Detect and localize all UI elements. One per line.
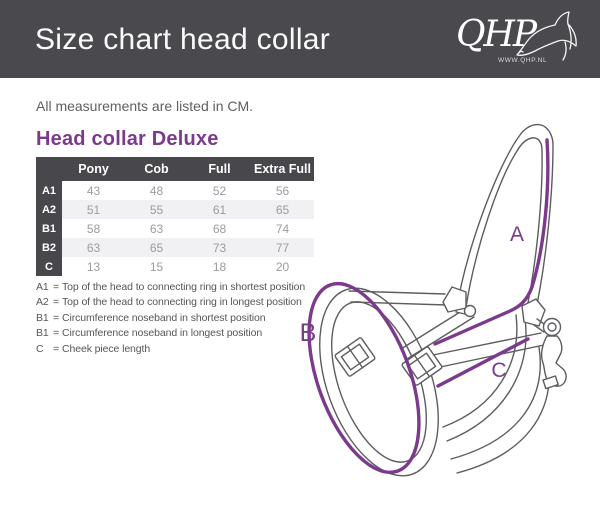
size-value: 56 bbox=[251, 181, 314, 200]
measurement-label-b: B bbox=[299, 319, 317, 347]
horse-head-icon bbox=[514, 10, 582, 64]
brand-logo bbox=[448, 8, 588, 70]
size-value: 20 bbox=[251, 257, 314, 276]
legend-text: Circumference noseband in longest position bbox=[62, 327, 263, 340]
corner-cell bbox=[36, 157, 62, 181]
legend-item bbox=[36, 295, 305, 311]
header-row bbox=[36, 157, 314, 181]
size-value: 52 bbox=[188, 181, 251, 200]
table-row bbox=[36, 257, 314, 276]
table-row bbox=[36, 181, 314, 200]
legend-item bbox=[36, 279, 305, 295]
legend-text: Circumference noseband in shortest position bbox=[62, 311, 266, 324]
header-bar bbox=[0, 0, 600, 78]
row-label: A1 bbox=[36, 181, 62, 200]
size-table bbox=[36, 157, 314, 276]
legend-item bbox=[36, 326, 305, 342]
table-row bbox=[36, 238, 314, 257]
size-value: 65 bbox=[125, 238, 188, 257]
table-head bbox=[36, 157, 314, 181]
size-value: 63 bbox=[125, 219, 188, 238]
brand-logo-text: QHP bbox=[456, 14, 536, 55]
measurement-label-c: C bbox=[491, 359, 507, 382]
size-value: 43 bbox=[62, 181, 125, 200]
legend-text: Cheek piece length bbox=[62, 342, 151, 355]
size-value: 13 bbox=[62, 257, 125, 276]
intro-text: All measurements are listed in CM. bbox=[36, 98, 254, 114]
section-title: Head collar Deluxe bbox=[36, 128, 219, 150]
size-value: 15 bbox=[125, 257, 188, 276]
throat-straps bbox=[443, 315, 549, 473]
measurement-label-a: A bbox=[509, 223, 525, 246]
legend bbox=[36, 279, 305, 357]
size-value: 61 bbox=[188, 200, 251, 219]
column-header: Extra Full bbox=[251, 157, 314, 181]
size-value: 65 bbox=[251, 200, 314, 219]
legend-key: B1 bbox=[36, 327, 49, 340]
size-value: 48 bbox=[125, 181, 188, 200]
column-header: Cob bbox=[125, 157, 188, 181]
row-label: B1 bbox=[36, 219, 62, 238]
legend-key: B1 bbox=[36, 311, 49, 324]
row-label: C bbox=[36, 257, 62, 276]
row-label: B2 bbox=[36, 238, 62, 257]
legend-text: Top of the head to connecting ring in longest position bbox=[62, 296, 302, 309]
legend-equals: = bbox=[53, 296, 60, 309]
legend-key: C bbox=[36, 342, 44, 355]
logo-subtext: WWW.QHP.NL bbox=[498, 57, 548, 64]
size-value: 18 bbox=[188, 257, 251, 276]
page-title: Size chart head collar bbox=[35, 23, 331, 56]
table-body bbox=[36, 181, 314, 276]
legend-equals: = bbox=[53, 342, 60, 355]
legend-key: A1 bbox=[36, 280, 49, 293]
legend-equals: = bbox=[53, 327, 60, 340]
table-row bbox=[36, 200, 314, 219]
legend-text: Top of the head to connecting ring in shortest position bbox=[62, 280, 306, 293]
row-label: A2 bbox=[36, 200, 62, 219]
size-value: 73 bbox=[188, 238, 251, 257]
column-header: Pony bbox=[62, 157, 125, 181]
size-value: 74 bbox=[251, 219, 314, 238]
column-header: Full bbox=[188, 157, 251, 181]
size-value: 51 bbox=[62, 200, 125, 219]
size-value: 55 bbox=[125, 200, 188, 219]
halter-diagram bbox=[285, 95, 600, 510]
size-value: 63 bbox=[62, 238, 125, 257]
legend-equals: = bbox=[53, 311, 60, 324]
measurement-c-line bbox=[438, 339, 528, 386]
size-value: 77 bbox=[251, 238, 314, 257]
legend-key: A2 bbox=[36, 296, 49, 309]
table-row bbox=[36, 219, 314, 238]
size-value: 68 bbox=[188, 219, 251, 238]
legend-item bbox=[36, 341, 305, 357]
size-value: 58 bbox=[62, 219, 125, 238]
legend-equals: = bbox=[53, 280, 60, 293]
snap-hook-icon bbox=[542, 319, 567, 389]
legend-item bbox=[36, 310, 305, 326]
crown-loop bbox=[456, 125, 553, 319]
